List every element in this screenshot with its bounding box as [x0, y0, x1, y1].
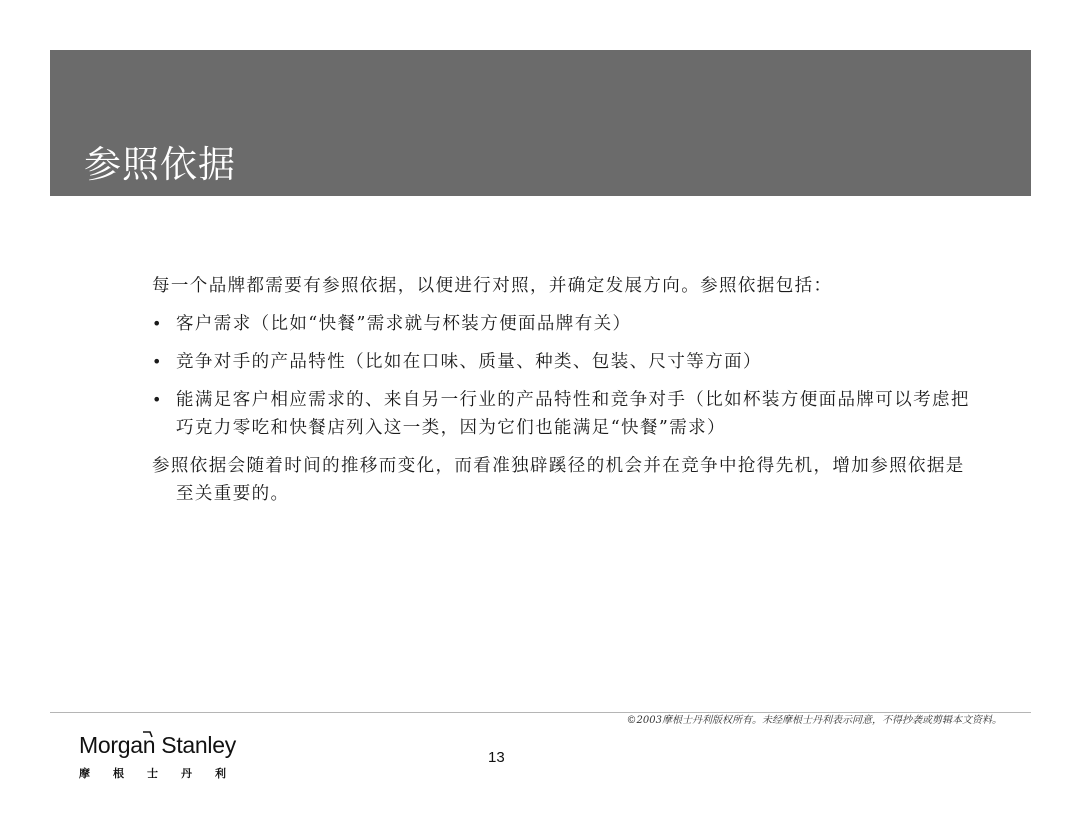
intro-paragraph: 每一个品牌都需要有参照依据，以便进行对照，并确定发展方向。参照依据包括： — [152, 276, 833, 296]
list-item — [152, 386, 972, 442]
bullet-list — [152, 310, 972, 442]
list-item — [152, 348, 972, 376]
bullet-icon: • — [152, 314, 163, 333]
logo-wordmark: Morgan Stanley — [79, 732, 236, 758]
title-bar — [50, 50, 1031, 196]
closing-paragraph: 参照依据会随着时间的推移而变化，而看准独辟蹊径的机会并在竞争中抢得先机，增加参照依据是至关重要的。 — [152, 456, 965, 504]
morgan-stanley-logo — [79, 730, 249, 781]
slide-title: 参照依据 — [84, 143, 236, 186]
logo-chinese-name: 摩根士丹利 — [79, 767, 249, 780]
bullet-icon: • — [152, 390, 163, 409]
copyright-notice: ©2003摩根士丹利版权所有。未经摩根士丹利表示同意，不得抄袭或剪辑本文资料。 — [626, 715, 1002, 726]
bullet-icon: • — [152, 352, 163, 371]
logo-swoosh-icon — [143, 731, 153, 738]
bullet-text: 客户需求（比如“快餐”需求就与杯装方便面品牌有关） — [176, 314, 632, 334]
slide-body — [152, 272, 972, 508]
bullet-text: 竞争对手的产品特性（比如在口味、质量、种类、包装、尺寸等方面） — [176, 352, 762, 372]
bullet-text: 能满足客户相应需求的、来自另一行业的产品特性和竞争对手（比如杯装方便面品牌可以考虑把巧克力零吃和快餐店列入这一类，因为它们也能满足“快餐”需求） — [176, 390, 970, 438]
page-number: 13 — [488, 749, 505, 766]
list-item — [152, 310, 972, 338]
